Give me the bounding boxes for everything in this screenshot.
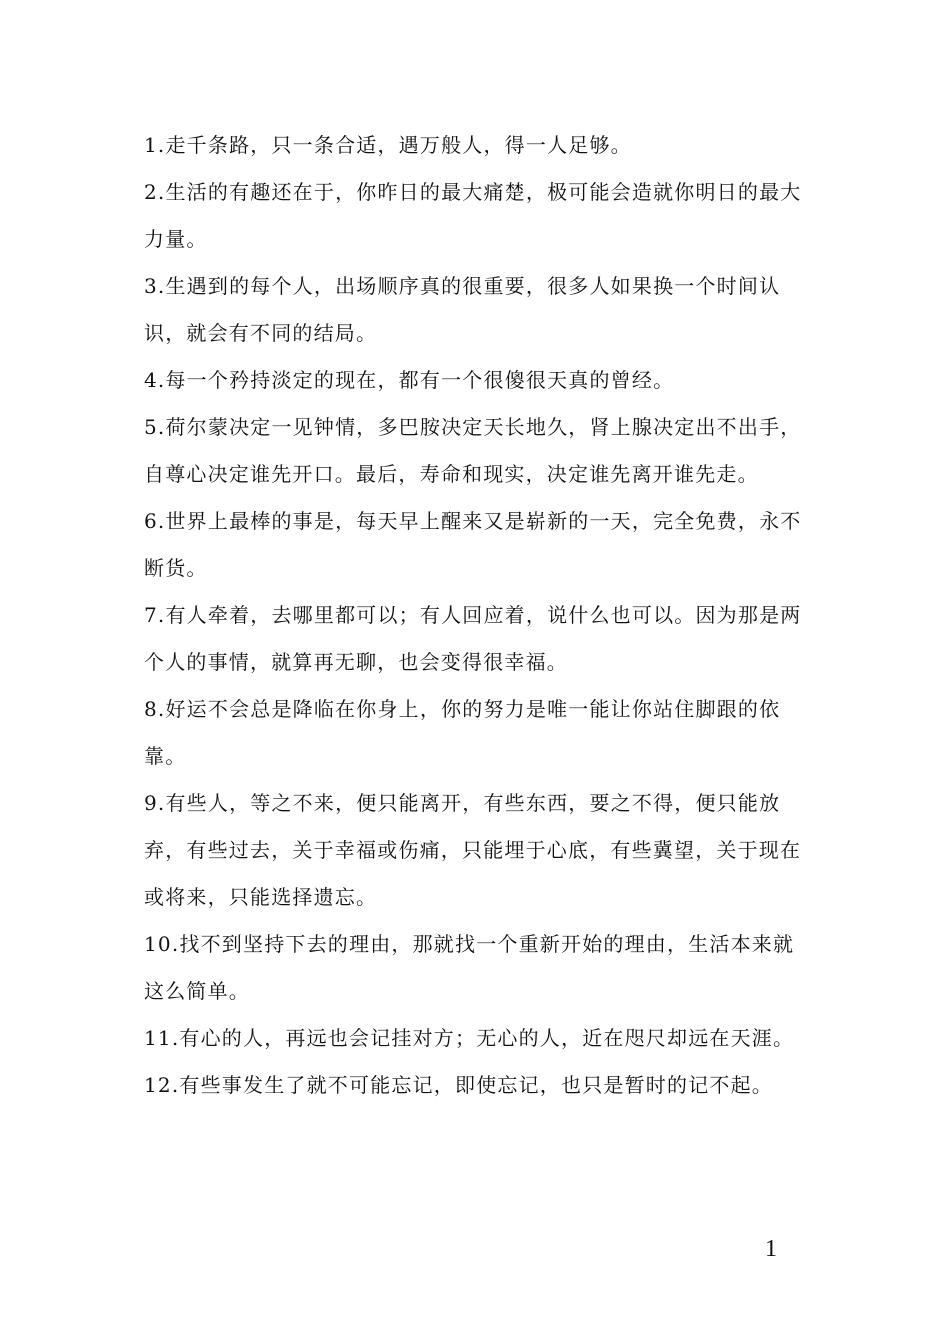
paragraph-6: 6.世界上最棒的事是，每天早上醒来又是崭新的一天，完全免费，永不断货。: [144, 509, 802, 580]
paragraph-10: 10.找不到坚持下去的理由，那就找一个重新开始的理由，生活本来就这么简单。: [144, 932, 795, 1003]
paragraph-9: 9.有些人，等之不来，便只能离开，有些东西，要之不得，便只能放弃，有些过去，关于幸福或伤痛，只能埋于心底，有些冀望，关于现在或将来，只能选择遗忘。: [144, 791, 802, 909]
paragraph-7: 7.有人牵着，去哪里都可以；有人回应着，说什么也可以。因为那是两个人的事情，就算再无聊，也会变得很幸福。: [144, 603, 802, 674]
paragraph-1: 1.走千条路，只一条合适，遇万般人，得一人足够。: [144, 133, 632, 157]
paragraph-11: 11.有心的人，再远也会记挂对方；无心的人，近在咫尺却远在天涯。: [144, 1026, 795, 1050]
paragraph-8: 8.好运不会总是降临在你身上，你的努力是唯一能让你站住脚跟的依靠。: [144, 697, 781, 768]
document-body: [144, 122, 808, 1109]
paragraph-3: 3.生遇到的每个人，出场顺序真的很重要，很多人如果换一个时间认识，就会有不同的结局。: [144, 274, 781, 345]
paragraph-5: 5.荷尔蒙决定一见钟情，多巴胺决定天长地久，肾上腺决定出不出手，自尊心决定谁先开口。最后，寿命和现实，决定谁先离开谁先走。: [144, 415, 802, 486]
paragraph-12: 12.有些事发生了就不可能忘记，即使忘记，也只是暂时的记不起。: [144, 1073, 774, 1097]
paragraph-2: 2.生活的有趣还在于，你昨日的最大痛楚，极可能会造就你明日的最大力量。: [144, 180, 802, 251]
paragraph-4: 4.每一个矜持淡定的现在，都有一个很傻很天真的曾经。: [144, 368, 675, 392]
page-number: 1: [765, 1236, 777, 1262]
